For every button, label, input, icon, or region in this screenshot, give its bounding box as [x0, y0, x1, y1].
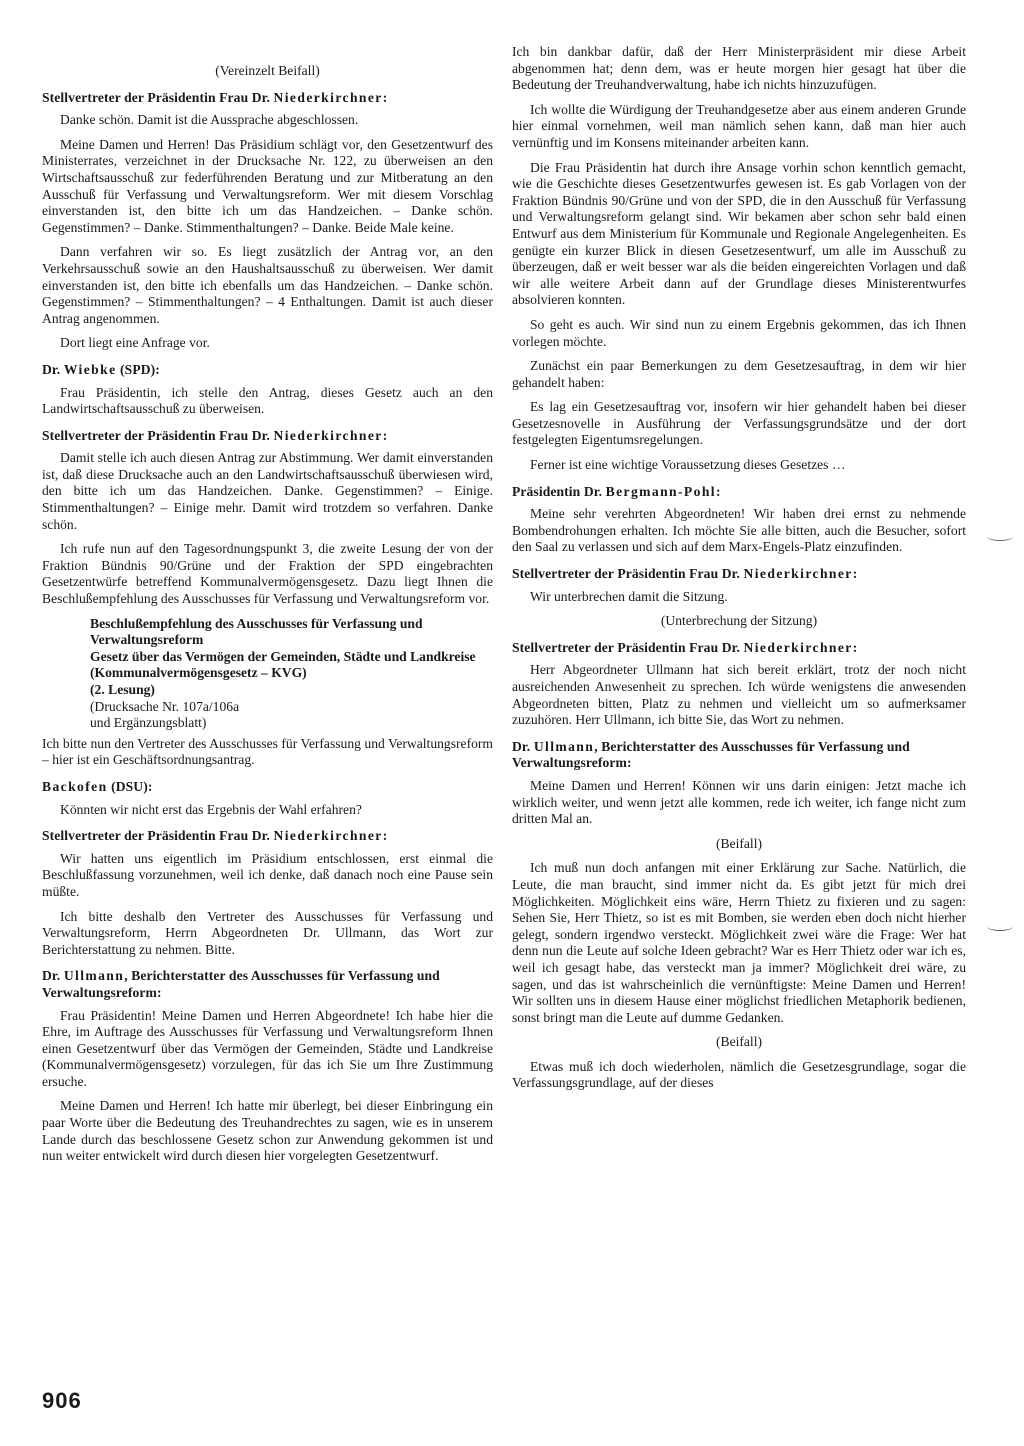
recommendation-block — [90, 616, 493, 732]
speaker-text: , Berichterstatter des Ausschusses für Verfassung und Verwaltungsreform: — [512, 738, 910, 771]
speaker-text: : — [382, 427, 388, 443]
right-column — [512, 44, 966, 1100]
speaker-heading — [42, 428, 493, 445]
paragraph: Meine Damen und Herren! Können wir uns darin einigen: Jetzt mache ich wirklich weiter, und wenn jetzt alle kommen, rede ich weiter, ich fange nicht zum dritten Mal an. — [512, 777, 966, 827]
paragraph: Die Frau Präsidentin hat durch ihre Ansage vorhin schon kenntlich gemacht, wie die Geschichte dieses Gesetzentwurfes gewesen ist. Es gab Vorlagen von der Fraktion Bündnis 90/Grüne und von der SPD, die in den Ausschuß für Verfassung und Verwaltungsreform gelangt sind. Wir bekamen aber schon sehr bald einen Entwurf aus dem Ministerium für Kommunale und Regionale Angelegenheiten. Es genügte ein kurzer Blick in diesen Gesetzesentwurf, um alle im Ausschuß zu überzeugen, daß er weit besser war als die beiden eingereichten Vorlagen und daß wir alle weitere Arbeit dann auf der Grundlage dieses Ministerentwurfes absolvieren konnten. — [512, 159, 966, 308]
speaker-name: Backofen — [42, 778, 108, 794]
speaker-text: Dr. — [42, 361, 64, 377]
paragraph: Meine sehr verehrten Abgeordneten! Wir haben drei ernst zu nehmende Bombendrohungen erhalten. Ich möchte Sie alle bitten, auch die Besucher, sofort den Saal zu verlassen und sich auf dem Marx-Engels-Platz einzufinden. — [512, 506, 966, 555]
paragraph: Könnten wir nicht erst das Ergebnis der Wahl erfahren? — [60, 801, 362, 817]
speaker-text: Dr. — [42, 968, 64, 984]
speaker-text: Stellvertreter der Präsidentin Frau Dr. — [512, 566, 744, 582]
paragraph: Meine Damen und Herren! Das Präsidium schlägt vor, den Gesetzentwurf des Ministerrates, verzeichnet in der Drucksache Nr. 122, zu überweisen an den Wirtschaftsausschuß zur federführenden Beratung und zur Mitberatung an den Ausschuß für Verfassung und Verwaltungsreform. Wer mit diesem Vorschlag einverstanden ist, den bitte ich um das Handzeichen. – Danke schön. Gegenstimmen? – Danke. Stimmenthaltungen? – Danke. Beide Male keine. — [42, 136, 493, 235]
speaker-heading — [42, 828, 493, 845]
speaker-text: : — [382, 89, 388, 105]
recommendation-reference: und Ergänzungsblatt) — [90, 715, 207, 731]
speaker-text: , Berichterstatter des Ausschusses für Verfassung und Verwaltungsreform: — [42, 968, 440, 1000]
speaker-text: Stellvertreter der Präsidentin Frau Dr. — [42, 89, 274, 105]
paragraph: Damit stelle ich auch diesen Antrag zur Abstimmung. Wer damit einverstanden ist, daß diese Drucksache auch an den Landwirtschaftsausschuß überwiesen wird, den bitte ich um das Handzeichen. Danke. Gegenstimmen? – Einige. Stimmenthaltungen? – Einige mehr. Damit wird trotzdem so verfahren. Danke schön. — [42, 450, 493, 532]
paragraph: Ich rufe nun auf den Tagesordnungspunkt 3, die zweite Lesung der von der Fraktion Bündnis 90/Grüne und der Fraktion der SPD eingebrachten Gesetzentwürfe betreffend Kommunalvermögensgesetz. Dazu liegt Ihnen die Beschlußempfehlung des Ausschusses für Verfassung und Verwaltungsreform vor. — [42, 541, 493, 607]
speaker-text: Dr. — [512, 738, 534, 754]
margin-mark — [987, 532, 1013, 541]
paragraph: Dann verfahren wir so. Es liegt zusätzlich der Antrag vor, an den Verkehrsausschuß sowie an den Haushaltsausschuß zu überweisen. Wer damit einverstanden ist, den bitte ich ebenfalls um das Handzeichen. – Danke schön. Gegenstimmen? – Stimmenthaltungen? – 4 Enthaltungen. Damit ist auch dieser Antrag angenommen. — [42, 244, 493, 326]
paragraph: Frau Präsidentin, ich stelle den Antrag, dieses Gesetz auch an den Landwirtschaftsausschuß zu überweisen. — [42, 384, 493, 417]
speaker-name: Niederkirchner — [273, 427, 383, 443]
stage-direction: (Vereinzelt Beifall) — [215, 63, 320, 78]
speaker-name: Niederkirchner — [273, 828, 383, 844]
left-column — [42, 57, 493, 1173]
speaker-heading — [512, 640, 966, 657]
speaker-name: Niederkirchner — [743, 566, 853, 582]
paragraph: Danke schön. Damit ist die Aussprache abgeschlossen. — [60, 112, 359, 128]
speaker-heading — [42, 779, 493, 796]
paragraph: Wir unterbrechen damit die Sitzung. — [530, 588, 728, 604]
speaker-text: Präsidentin Dr. — [512, 483, 606, 499]
speaker-heading — [512, 739, 966, 772]
page-number: 906 — [42, 1388, 82, 1413]
speaker-text: Stellvertreter der Präsidentin Frau Dr. — [42, 427, 274, 443]
speaker-text: : — [715, 483, 721, 499]
margin-mark — [987, 922, 1013, 931]
speaker-name: Bergmann-Pohl — [605, 483, 716, 499]
speaker-name: Ullmann — [63, 968, 125, 984]
recommendation-title: (Kommunalvermögensgesetz – KVG) — [90, 665, 307, 681]
speaker-text: Stellvertreter der Präsidentin Frau Dr. — [42, 828, 274, 844]
paragraph: Ich bitte nun den Vertreter des Ausschusses für Verfassung und Verwaltungsreform – hier ist ein Geschäftsordnungsantrag. — [42, 735, 493, 768]
paragraph: Frau Präsidentin! Meine Damen und Herren Abgeordnete! Ich habe hier die Ehre, im Auftrage des Ausschusses für Verfassung und Verwaltungsreform Ihnen einen Gesetzentwurf über das Vermögen der Gemeinden, Städte und Landkreise (Kommunalvermögensgesetz) vorzulegen, für das ich Sie um Ihre Zustimmung ersuche. — [42, 1007, 493, 1089]
paragraph: Ich wollte die Würdigung der Treuhandgesetze aber aus einem anderen Grunde hier einmal vornehmen, weil man nämlich sehen kann, daß man hier auch vernünftig und im Konsens miteinander arbeiten kann. — [512, 101, 966, 150]
paragraph: Etwas muß ich doch wiederholen, nämlich die Gesetzesgrundlage, sogar die Verfassungsgrundlage, auf der dieses — [512, 1058, 966, 1091]
speaker-text: Stellvertreter der Präsidentin Frau Dr. — [512, 639, 744, 655]
stage-direction: (Beifall) — [715, 835, 763, 851]
speaker-name: Niederkirchner — [273, 89, 383, 105]
stage-direction: (Unterbrechung der Sitzung) — [660, 613, 818, 629]
paragraph: Ich bin dankbar dafür, daß der Herr Ministerpräsident mir diese Arbeit abgenommen hat; denn dem, was er heute morgen hier gesagt hat über die Bedeutung der Treuhandverwaltung, habe ich nichts hinzuzufügen. — [512, 44, 966, 93]
speaker-text: (DSU): — [107, 778, 153, 794]
speaker-text: : — [382, 828, 388, 844]
paragraph: Zunächst ein paar Bemerkungen zu dem Gesetzesauftrag, in dem wir hier gehandelt haben: — [512, 358, 966, 390]
speaker-text: : — [852, 639, 858, 655]
speaker-name: Niederkirchner — [743, 639, 853, 655]
speaker-heading — [512, 566, 966, 583]
speaker-name: Ullmann — [533, 738, 595, 754]
paragraph: Ich bitte deshalb den Vertreter des Ausschusses für Verfassung und Verwaltungsreform, Herrn Abgeordneten Dr. Ullmann, das Wort zur Berichterstattung zu nehmen. Bitte. — [42, 908, 493, 957]
speaker-heading — [42, 362, 493, 379]
recommendation-title: Gesetz über das Vermögen der Gemeinden, Städte und Landkreise — [90, 648, 476, 664]
paragraph: Ich muß nun doch anfangen mit einer Erklärung zur Sache. Natürlich, die Leute, die man braucht, sind immer nicht da. Es gibt jetzt für mich drei Möglichkeiten. Möglichkeit eins wäre, Herrn Thietz zu fixieren und zu sagen: Sehen Sie, Herr Thietz, so ist es mit Bomben, sie werden eben doch nicht hierher gelegt, sondern irgendwo versteckt. Möglichkeit zwei wäre die Frage: Wer hat denn nun die Leute auf solche Ideen gebracht? War es Herr Thietz oder war ich es, weil ich gesagt habe, das versteckt man ja immer? Möglichkeit drei wäre, zu sagen, und das ist wahrscheinlich die vernünftigste: Meine Damen und Herren! Wir sollten uns in diesem Hause einer möglichst friedlichen Metaphorik bedienen, sonst bringt man die Leute auf dumme Gedanken. — [512, 860, 966, 1025]
recommendation-reference: (Drucksache Nr. 107a/106a — [90, 698, 240, 714]
speaker-name: Wiebke — [63, 361, 117, 377]
paragraph: Ferner ist eine wichtige Voraussetzung dieses Gesetzes … — [530, 457, 846, 473]
paragraph: Meine Damen und Herren! Ich hatte mir überlegt, bei dieser Einbringung ein paar Worte über die Bedeutung des Treuhandrechtes zu sagen, wie es in unserem Lande durch das beschlossene Gesetz schon zur Anwendung gekommen ist und nun weiter entwickelt wird durch diesen hier vorgelegten Gesetzentwurf. — [42, 1098, 493, 1164]
paragraph: So geht es auch. Wir sind nun zu einem Ergebnis gekommen, das ich Ihnen vorlegen möchte. — [512, 316, 966, 349]
speaker-text: : — [852, 566, 858, 582]
paragraph: Dort liegt eine Anfrage vor. — [60, 335, 210, 351]
paragraph: Es lag ein Gesetzesauftrag vor, insofern wir hier gehandelt haben bei dieser Gesetzesnovelle in Ausführung der Verfassungsgrundsätze und der dort festgelegten Eigentumsregelungen. — [512, 399, 966, 448]
recommendation-title: (2. Lesung) — [90, 682, 155, 697]
speaker-heading — [512, 484, 966, 501]
speaker-text: (SPD): — [116, 361, 160, 377]
speaker-heading — [42, 968, 493, 1001]
recommendation-title: Beschlußempfehlung des Ausschusses für Verfassung und Verwaltungsreform — [90, 615, 423, 648]
paragraph: Wir hatten uns eigentlich im Präsidium entschlossen, erst einmal die Beschlußfassung vorzunehmen, weil ich denke, daß danach noch eine Pause sein müßte. — [42, 850, 493, 899]
stage-direction: (Beifall) — [715, 1034, 763, 1050]
speaker-heading — [42, 90, 493, 107]
paragraph: Herr Abgeordneter Ullmann hat sich bereit erklärt, trotz der noch nicht ausreichenden Anwesenheit zu sprechen. Ich würde wenigstens die anwesenden Abgeordneten bitten, Platz zu nehmen und vielleicht um so aufmerksamer zuzuhören. Herr Ullmann, ich bitte Sie, das Wort zu nehmen. — [512, 662, 966, 728]
